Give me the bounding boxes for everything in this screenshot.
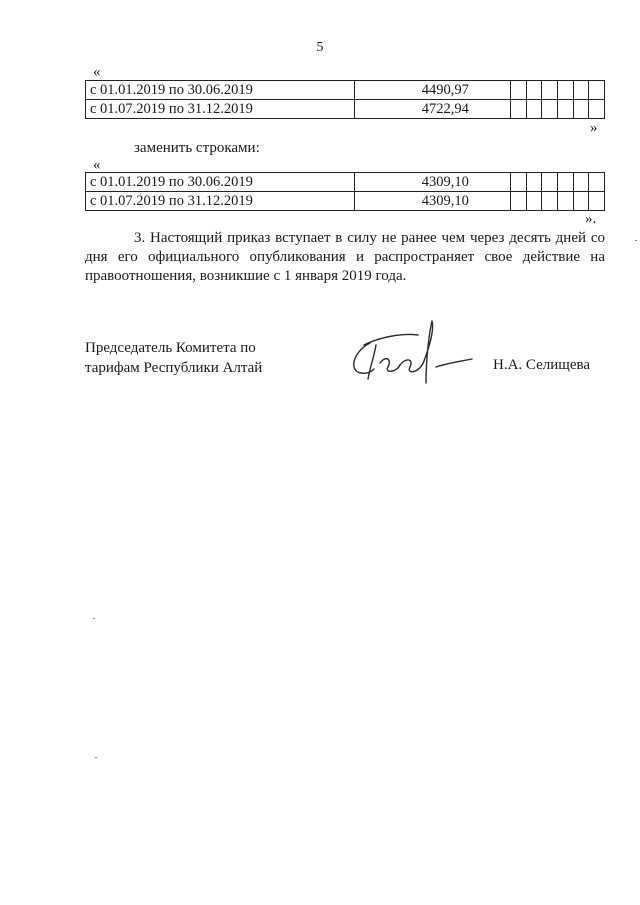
close-quote-1: »: [590, 120, 598, 136]
period-cell: с 01.01.2019 по 30.06.2019: [86, 173, 355, 192]
handwritten-signature: [340, 315, 480, 395]
open-quote-1: «: [93, 64, 101, 80]
scan-speck: [635, 240, 637, 241]
period-cell: с 01.07.2019 по 31.12.2019: [86, 100, 355, 119]
signatory-title-line-2: тарифам Республики Алтай: [85, 360, 263, 376]
open-quote-2: «: [93, 157, 101, 173]
signatory-title: [85, 338, 262, 378]
scan-speck: [95, 757, 97, 758]
signatory-title-line-1: Председатель Комитета по: [85, 340, 256, 356]
signatory-name: Н.А. Селищева: [493, 357, 591, 373]
value-cell: 4490,97: [354, 81, 510, 100]
value-cell: 4722,94: [354, 100, 510, 119]
table-row: [86, 81, 605, 100]
period-cell: с 01.01.2019 по 30.06.2019: [86, 81, 355, 100]
period-cell: с 01.07.2019 по 31.12.2019: [86, 192, 355, 211]
value-cell: 4309,10: [354, 192, 510, 211]
close-quote-2: ».: [585, 211, 597, 227]
clause-3-paragraph: [85, 229, 605, 286]
scan-speck: [93, 618, 95, 619]
value-cell: 4309,10: [354, 173, 510, 192]
table-row: [86, 100, 605, 119]
page-number: 5: [316, 40, 324, 55]
new-rows-table: [85, 172, 605, 211]
old-rows-table: [85, 80, 605, 119]
signature-icon: [340, 315, 480, 390]
table-row: [86, 173, 605, 192]
clause-3-text: 3. Настоящий приказ вступает в силу не ранее чем через десять дней со дня его официального опубликования и распространяет свое действие на правоотношения, возникшие с 1 января 2019 года.: [85, 230, 605, 284]
table-row: [86, 192, 605, 211]
replace-instruction: заменить строками:: [134, 140, 260, 156]
